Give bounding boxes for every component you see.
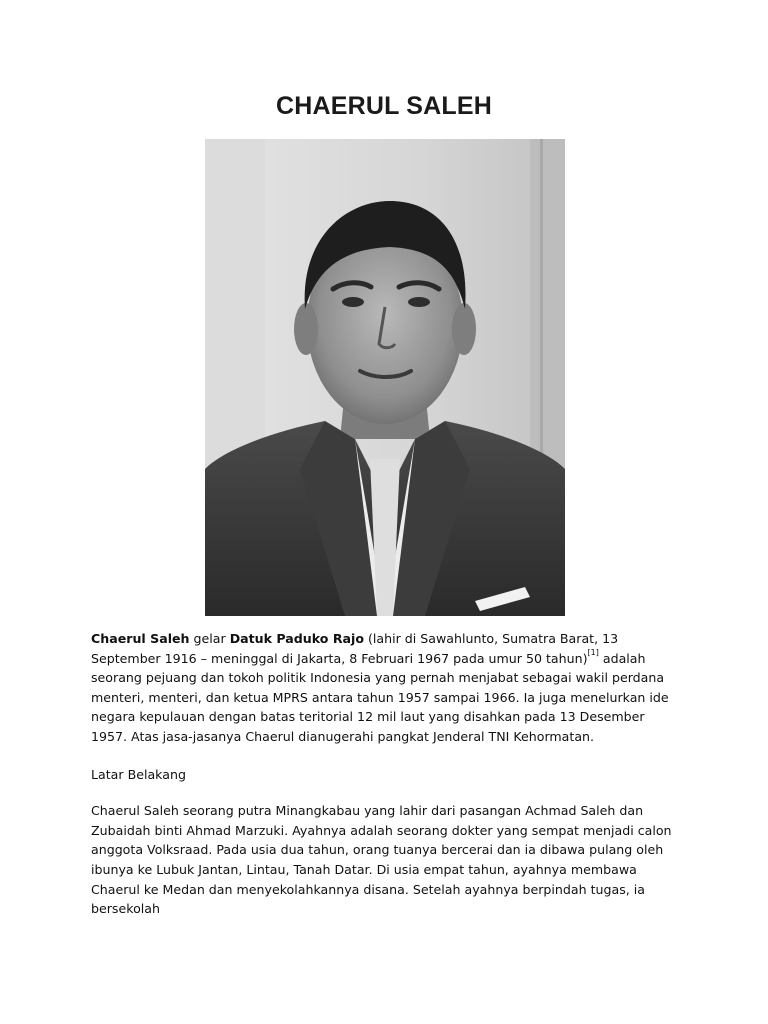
portrait-photo bbox=[205, 139, 565, 616]
article-body bbox=[91, 629, 681, 937]
reference-link[interactable]: [1] bbox=[587, 648, 599, 658]
gelar-text: gelar bbox=[189, 631, 230, 646]
intro-text-2: adalah seorang pejuang dan tokoh politik Indonesia yang pernah menjabat sebagai wakil perdana menteri, menteri, dan ketua MPRS antara tahun 1957 sampai 1966. Ia juga menelurkan ide negara kepulauan dengan batas teritorial 12 mil laut yang disahkan pada 13 Desember 1957. Atas jasa-jasanya Chaerul dianugerahi pangkat Jenderal TNI Kehormatan. bbox=[91, 650, 669, 744]
section-heading: Latar Belakang bbox=[91, 766, 186, 782]
intro-paragraph bbox=[91, 629, 681, 747]
background-paragraph: Chaerul Saleh seorang putra Minangkabau yang lahir dari pasangan Achmad Saleh dan Zubaidah binti Ahmad Marzuki. Ayahnya adalah seorang dokter yang sempat menjadi calon anggota Volksraad. Pada usia dua tahun, orang tuanya bercerai dan ia dibawa pulang oleh ibunya ke Lubuk Jantan, Lintau, Tanah Datar. Di usia empat tahun, ayahnya membawa Chaerul ke Medan dan menyekolahkannya disana. Setelah ayahnya berpindah tugas, ia bersekolah bbox=[91, 803, 672, 917]
person-name: Chaerul Saleh bbox=[91, 631, 190, 646]
honorific-title: Datuk Paduko Rajo bbox=[229, 631, 364, 646]
page-title: CHAERUL SALEH bbox=[275, 92, 493, 120]
intro-text-1: (lahir di Sawahlunto, Sumatra Barat, 13 September 1916 – meninggal di Jakarta, 8 Februari 1967 pada umur 50 tahun) bbox=[91, 631, 619, 666]
